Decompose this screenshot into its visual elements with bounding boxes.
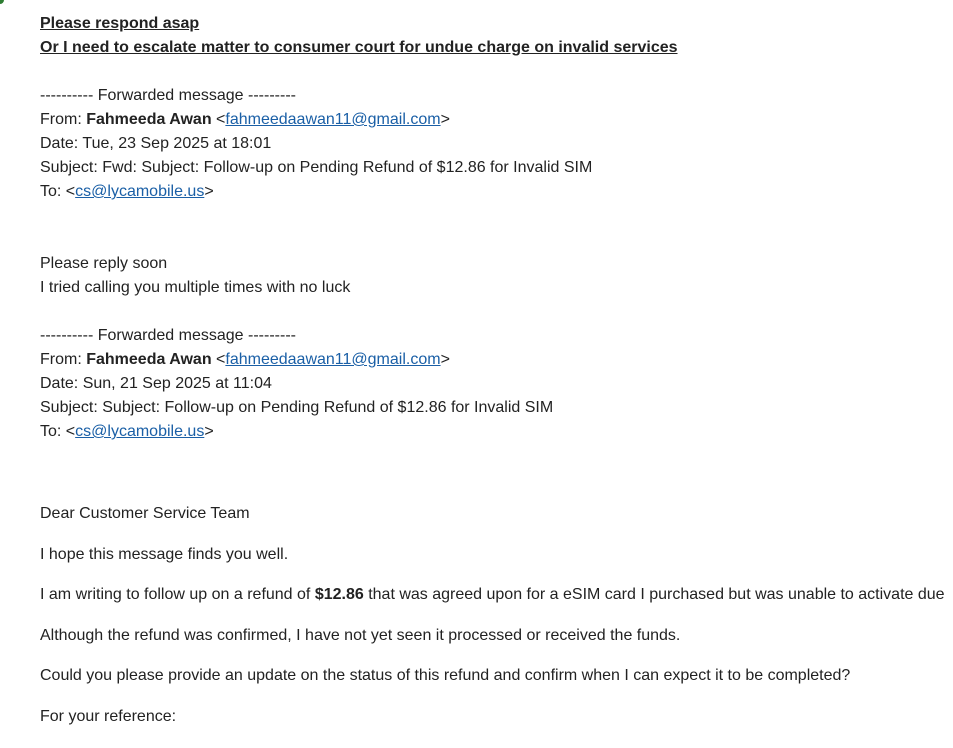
paragraph-3: Although the refund was confirmed, I have not yet seen it processed or received the funds.	[40, 626, 681, 644]
forward-separator: ---------- Forwarded message ---------	[40, 327, 296, 344]
subject-line: Subject: Fwd: Subject: Follow-up on Pending Refund of $12.86 for Invalid SIM	[40, 159, 593, 176]
sender-name: Fahmeeda Awan	[86, 351, 212, 368]
from-line: From: Fahmeeda Awan <fahmeedaawan11@gmail.com>	[40, 351, 450, 368]
headline-line-1: Please respond asap	[40, 15, 200, 32]
subject-line: Subject: Subject: Follow-up on Pending Refund of $12.86 for Invalid SIM	[40, 399, 554, 416]
paragraph-1: I hope this message finds you well.	[40, 545, 289, 563]
sender-email-link[interactable]: fahmeedaawan11@gmail.com	[225, 111, 441, 128]
spacer	[40, 444, 953, 502]
recipient-email-link[interactable]: cs@lycamobile.us	[75, 183, 205, 200]
forward-separator: ---------- Forwarded message ---------	[40, 87, 296, 104]
date-line: Date: Sun, 21 Sep 2025 at 11:04	[40, 375, 272, 392]
spacer	[40, 204, 953, 252]
to-line: To: <cs@lycamobile.us>	[40, 423, 214, 440]
refund-amount: $12.86	[314, 586, 364, 603]
paragraph-5: For your reference:	[40, 707, 177, 725]
from-line: From: Fahmeeda Awan <fahmeedaawan11@gmail.com>	[40, 111, 450, 128]
recipient-email-link[interactable]: cs@lycamobile.us	[75, 423, 205, 440]
forwarded-header-1	[40, 84, 953, 204]
spacer	[40, 300, 953, 324]
headline-line-2: Or I need to escalate matter to consumer court for undue charge on invalid services	[40, 39, 678, 56]
email-body	[40, 12, 953, 745]
note-line-1: Please reply soon	[40, 255, 168, 272]
paragraph-2: I am writing to follow up on a refund of $12.86 that was agreed upon for a eSIM card I purchased but was unable to activate due	[40, 586, 945, 603]
sender-name: Fahmeeda Awan	[86, 111, 212, 128]
note-line-2: I tried calling you multiple times with no luck	[40, 279, 351, 296]
greeting: Dear Customer Service Team	[40, 505, 250, 522]
to-line: To: <cs@lycamobile.us>	[40, 183, 214, 200]
sender-email-link[interactable]: fahmeedaawan11@gmail.com	[225, 351, 441, 368]
corner-accent	[0, 0, 4, 4]
date-line: Date: Tue, 23 Sep 2025 at 18:01	[40, 135, 272, 152]
forwarded-header-2	[40, 324, 953, 444]
spacer	[40, 60, 953, 84]
paragraph-4: Could you please provide an update on the status of this refund and confirm when I can expect it to be completed?	[40, 667, 851, 684]
